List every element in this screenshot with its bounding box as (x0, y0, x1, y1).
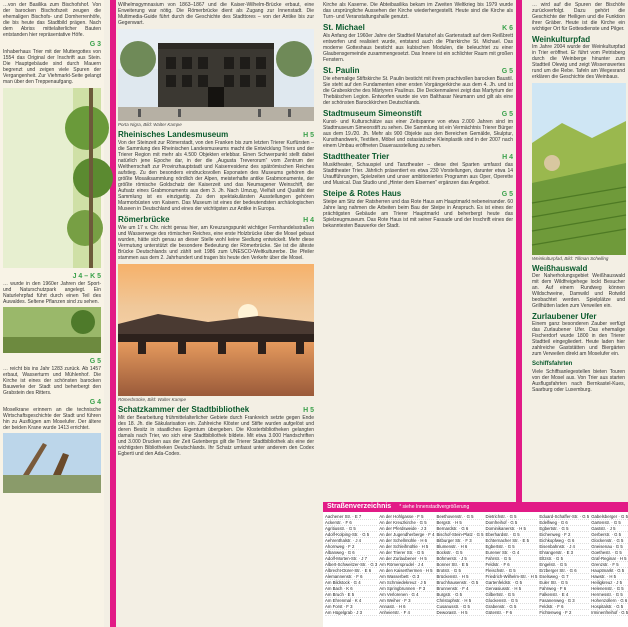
grid-ref: G 4 (89, 399, 101, 406)
street-entry: Gaststr. · J 5 (591, 526, 628, 532)
section-header (323, 152, 513, 162)
street-entry: Glockenstr. · G 5 (591, 538, 628, 544)
col0-text-j4k5: … wurde in den 1960er Jahren der Sport- und Naturschutzpark angelegt. Ein Naturlehrpfad führt durch einen Teil des Auwaldes. Seltene Pflanzen sind zu sehen. (3, 281, 101, 305)
street-entry: An der Jugendherberge · F 4 (379, 532, 435, 537)
street-columns (323, 512, 628, 616)
col2-top-text: Kirche als Kaserne. Die Abteibasilika bekam im Zweiten Weltkrieg bis 1979 wurde das ursprüngliche Aussehen der Kirche wiederhergestellt. Heute sind die Kirche als Turn- und Veranstaltungshalle genutzt. (323, 2, 513, 20)
grid-ref: H 4 (303, 217, 314, 224)
street-entry: Eichenweg · F 2 (539, 532, 589, 538)
street-entry: Gilbertstr. · G 5 (486, 592, 538, 598)
street-entry: Engelstr. · G 5 (539, 562, 589, 568)
street-entry: Grenzstr. · F 5 (591, 562, 628, 568)
section-title: Zurlaubener Ufer (532, 312, 597, 321)
section-header (532, 360, 625, 369)
street-entry: Am Weiher · F 3 (379, 598, 434, 604)
street-entry: Am Hügelgrab · J 3 (325, 610, 377, 616)
street-entry: An den Kaiserthermen · H 5 (379, 568, 433, 573)
street-entry: Falkenstr. · E 4 (539, 592, 589, 598)
street-entry: Adolf-Morten-Str. · J 7 (325, 556, 377, 562)
street-entry: Am Bruch · E 5 (325, 592, 377, 598)
street-entry: Fahrweg · F 6 (539, 586, 589, 592)
street-entry: Bischof-Stein-Platz · G 5 (436, 532, 484, 537)
street-entry: Albert-Schweitzer-Str. · G 3 (325, 562, 378, 567)
street-entry: Bockstr. · G 5 (436, 550, 483, 556)
grid-ref: G 5 (501, 111, 513, 118)
street-entry: Am Schmiedekreuz · J 5 (379, 580, 434, 586)
section-title: Rheinisches Landesmuseum (118, 130, 229, 139)
street-entry: Fleischstr. · G 5 (486, 568, 538, 574)
street-entry: An der Schellmühle · H 6 (379, 538, 434, 544)
street-entry: Feldstr. · F 6 (486, 562, 538, 568)
street-entry: Böhmerstr. · J 5 (436, 556, 483, 562)
street-entry: Dietrichstr. · G 5 (486, 514, 538, 520)
park-photo (3, 307, 101, 353)
section-text: Kunst- und Kulturschätze aus einer Zeitspanne von etwa 2.000 Jahren sind im Stadtmuseum Simeonstift zu sehen. Die Sammlung ist ein Vermächtnis Trierer Bürger aus dem 19./20. Jh. Mehr als 900 Objekte aus den Bereichen Gemälde, Skulptur, Kunsthandwerk, Textilien, Möbel und ostasiatische Kleinplastik sind in der 2007 nach einem Umbau eröffneten Dauerausstellung zu sehen. (323, 119, 513, 149)
grid-ref: G 3 (89, 41, 101, 48)
street-entry: Echternacher Str. · E 5 (486, 538, 538, 544)
grid-ref: H 5 (303, 132, 314, 139)
street-entry: Domfreihof · G 5 (486, 520, 538, 526)
street-entry: Eltzstr. · G 5 (539, 556, 589, 562)
section-title: Weißhauswald (532, 264, 588, 273)
street-entry: Gerberstr. · G 5 (591, 532, 628, 538)
grid-ref: K 6 (502, 25, 513, 32)
street-entry: Heiligkreuz · J 5 (591, 580, 628, 586)
page-accent-bar-left (110, 0, 116, 627)
street-entry: An der Zurlaubener · H 5 (379, 556, 434, 562)
street-entry: Goethestr. · G 5 (591, 550, 628, 556)
street-entry: Gartenstr. · G 5 (591, 520, 628, 526)
street-entry: Cusanusstr. · G 5 (436, 604, 483, 610)
street-entry: Ahornweg · F 2 (325, 544, 377, 550)
section-title: Stadtmuseum Simeonstift (323, 109, 422, 118)
street-entry: Glockenstr. · G 5 (486, 598, 538, 604)
street-index-title: Straßenverzeichnis (327, 503, 392, 510)
street-entry: Beethovenstr. · G 5 (436, 514, 483, 520)
street-entry: Brunnenstr. · F 4 (436, 586, 483, 592)
street-entry: Eichkopfweg · G 6 (539, 538, 589, 544)
street-index (323, 502, 628, 627)
street-entry: Grabenstr. · G 5 (486, 604, 538, 610)
crane-photo (3, 433, 101, 493)
street-entry: Am Bach · K 6 (325, 586, 377, 592)
street-entry: Helenenstr. · G 5 (591, 586, 628, 592)
grid-ref: G 5 (501, 68, 513, 75)
street-entry: Aachener Str. · E 7 (325, 514, 377, 520)
street-entry: Fichtenweg · F 2 (539, 610, 589, 616)
street-entry: Irminenfreihof · G 5 (591, 610, 628, 615)
section-header (323, 66, 513, 76)
street-entry: Blumenstr. · H 6 (436, 544, 483, 550)
street-entry: Bruchhausenstr. · G 5 (436, 580, 483, 586)
street-entry: Gartenfeldstr. · G 5 (486, 580, 538, 586)
street-entry: Burgstr. · G 5 (436, 592, 483, 598)
grid-ref: G 5 (89, 358, 101, 365)
street-entry: Egbertstr. · G 5 (539, 526, 589, 532)
street-entry: Annastr. · H 6 (379, 604, 434, 610)
street-entry: Fahrstr. · G 5 (486, 556, 538, 562)
street-index-header (323, 502, 628, 512)
street-entry: Anheierstr. · F 4 (379, 610, 434, 616)
section-text: Im Jahre 2004 wurde der Weinkulturpfad in Trier eröffnet. Er führt vom Petrisberg durch die Weinberge hinunter zum Stadtteil Olewig und zeigt Wissenswertes rund um die Rebe. Tafeln am Wegesrand erklären die Geschichte des Weinbaus. (532, 44, 625, 80)
col3-top-text: … wird auf die Spuren der Bischöfe zurückverfolgt. Dazu gehört die Geschichte der Heiligen und die Funktion ihrer Gräber. Heute ist die Kirche ein wichtiger Ort für Gottesdienste und Pilger. (532, 2, 625, 32)
section-header (323, 109, 513, 119)
street-column (486, 514, 538, 616)
section-text: Einem ganz besonderen Zauber verfügt das Zurlaubener Ufer. Das ehemalige Fischerdorf wurde 1800 in den Trierer Stadtteil eingegliedert. Heute laden hier zahlreiche Gaststätten und Biergärten zum Verweilen direkt am Moselufer ein. (532, 321, 625, 357)
street-entry: Am Springbrunnen · F 3 (379, 586, 434, 592)
section-text: Steipe am Sitz der Ratsherren und das Rote Haus am Hauptmarkt nebeneinander. 60 Jahre lang nahmen die Arbeiten beim Bau der Steipe in Anspruch. Es ist eines der prächtigsten Gebäude am Trierer Hauptmarkt und beherbergt heute das Spielzeugmuseum. Das Rote Haus ist mit seiner Fassade und der Inschrift eines der bekanntesten Bauwerke der Stadt. (323, 199, 513, 229)
grid-ref: G 5 (501, 191, 513, 198)
street-entry: Brotstr. · G 5 (436, 568, 483, 574)
section-title: Steipe & Rotes Haus (323, 189, 402, 198)
street-entry: An der Trierer Str. · G 5 (379, 550, 434, 556)
section-header (118, 130, 314, 140)
section-header (118, 215, 314, 225)
street-entry: Adolf-Kolping-Str. · G 5 (325, 532, 377, 538)
street-entry: Euler Str. · G 5 (539, 580, 589, 586)
section-title: Römerbrücke (118, 215, 170, 224)
section-title: Schatzkammer der Stadtbibliothek (118, 405, 250, 414)
col3-photo-caption: Weinkulturpfad, Bild: Tillman Schelling (532, 256, 609, 261)
street-entry: Feldstr. · F 6 (539, 604, 589, 610)
section-header (118, 405, 314, 415)
street-entry: Bonner Str. · E 5 (436, 562, 483, 568)
street-entry: An der Pferdsweide · J 3 (379, 526, 434, 532)
street-entry: Ehrangerstr. · E 3 (539, 550, 589, 556)
section-text: Die ehemalige Stiftskirche St. Paulin besticht mit ihrem prachtvollen barocken Baustil. Sie steht auf den Fundamenten einer ersten Vorgängerkirche aus dem 4. Jh. und ist die Grabeskirche des Märtyrers Paulinus. Die Deckenmalerei zeigt das Martyrium der Thebäischen Legion. Entworfen wurde sie von Balthasar Neumann und gilt als eine der schönsten Barockkirchen Deutschlands. (323, 76, 513, 106)
col1-top-text: Wilhelmsgymnasium von 1863–1867 und die Kaiser-Wilhelm-Brücke erbaut, eine Erweiterung war nötig. Die Römerbrücke dient als Zugang zur Innenstadt. Die Multimedia-Guide führt durch die Geschichte des Stadttores – von der Antike bis zur Gegenwart. (118, 2, 314, 26)
section-text: Musiktheater, Schauspiel und Tanztheater – diese drei Sparten umfasst das Stadttheater Trier. Jährlich präsentiert es etwa 230 Vorstellungen, darunter etwa 14 Uraufführungen, Spielzeiten und unser ambitioniertes Programm aus Oper, Operette und Musical. Das Studio und „Hinter dem Eisernen“ ergänzen das Angebot. (323, 162, 513, 186)
street-entry: Güterstr. · F 6 (486, 610, 538, 616)
street-entry: Erzberger Str. · G 6 (539, 568, 589, 574)
roemerbruecke-photo (118, 264, 314, 396)
section-text: Wie um 17 v. Chr. nicht genau hier, am Kreuzungspunkt wichtiger Fernhandelsstraßen und Wasserwege des römischen Reiches, eine erste Holzbrücke über die Mosel gebaut wurden, hätte sich genau an dieser Stelle wohl keine Siedlung entwickelt. Mehr diese Vermutung unterstützt die besondere Bedeutung der Römerbrücke. Sie ist die älteste Brücke Deutschlands und zählt seit 1986 zum UNESCO-Weltkulturerbe. Die Pfeiler stammen aus dem 2. Jahrhundert und tragen bis heute den Verkehr über die Mosel. (118, 225, 314, 261)
street-column (325, 514, 377, 616)
photo2-caption: Römerbrücke, Bild: Walter Kampe (118, 397, 186, 402)
section-header (532, 264, 625, 273)
street-entry: Eberhardstr. · G 5 (486, 532, 538, 538)
street-entry: Hermesstr. · G 5 (591, 592, 628, 598)
street-entry: Hawstr. · H 5 (591, 574, 628, 580)
section-title: Weinkulturpfad (532, 35, 591, 44)
section-title: St. Michael (323, 23, 365, 32)
street-entry: Christophstr. · H 5 (436, 598, 483, 604)
street-entry: Dominikanerstr. · H 5 (486, 526, 538, 532)
column-main-left (118, 0, 314, 627)
street-entry: Brückenstr. · H 5 (436, 574, 483, 580)
section-title: Schiffsfahrten (532, 361, 573, 367)
street-entry: An der Kreuzkirche · G 5 (379, 520, 434, 526)
column-main-center (323, 0, 513, 500)
street-entry: Hauptmarkt · G 5 (591, 568, 628, 574)
street-column (591, 514, 628, 616)
section-header (532, 35, 625, 44)
street-entry: Eselsweg · G 7 (539, 574, 589, 580)
street-index-subtitle: * siehe Innenstadtvergrößerung (399, 504, 470, 510)
street-entry: Bitburger Str. · F 3 (436, 538, 483, 544)
section-header (323, 23, 513, 33)
street-entry: Eurener Str. · G 4 (486, 550, 538, 556)
street-entry: Fasanenweg · G 3 (539, 598, 589, 604)
street-entry: An der Schleifmühle · H 5 (379, 544, 434, 550)
street-entry: Alemannenstr. · F 6 (325, 574, 377, 580)
weinkulturpfad-photo (532, 83, 626, 255)
column-left (0, 0, 104, 627)
grid-ref: H 5 (303, 407, 314, 414)
street-entry: Gervasiusstr. · H 5 (486, 586, 538, 592)
street-entry: Eduard-Schaffer-Str. · G 5 (539, 514, 590, 519)
street-entry: Bergstr. · H 5 (436, 520, 483, 526)
street-entry: An der Hohlgasse · F 5 (379, 514, 434, 520)
street-entry: Agritiusstr. · G 5 (325, 526, 377, 532)
section-text: Mit der Bearbeitung frühmittelalterlicher Gebiete durch Frankreich setzte gegen Ende des 18. Jh. die Säkularisation ein. Zahlreiche Klöster und Stifte wurden aufgelöst und deren Besitz in staatliches Eigentum übergeben. Die Klosterbibliotheken gelangten damals nach Trier, wo sich eine Stadtbibliothek bildete. Mit etwa 3.000 Handschriften und 3.000 Drucken aus der Zeit Gutenbergs gilt die Trierer Stadtbibliothek als eine der wichtigsten Bibliotheken Deutschlands. Ihr Schatz umfasst unter anderem den Codex Egberti und den Ada-Codex. (118, 415, 314, 457)
street-entry: Egbertstr. · G 5 (486, 544, 538, 550)
street-entry: Deworastr. · H 5 (436, 610, 483, 616)
street-entry: Am Ehrenmal · K 4 (325, 598, 377, 604)
section-text: Als Anfang der 1960er Jahre der Stadtteil Mariahof als Gartenstadt auf dem Reißbrett entworfen und realisiert wurde, entstand auch die Pfarrkirche St. Michael. Das moderne Gotteshaus besticht aus kubischen Modulen, die beleuchtet zu einer Glaubensgemeinde zusammengesetzt. Das Innere ist ein schlichter Raum mit großen Fenstern. (323, 33, 513, 63)
street-entry: Ackerstr. · F 6 (325, 520, 377, 526)
street-entry: Eisenbahnstr. · J 4 (539, 544, 589, 550)
street-entry: Hospitalstr. · G 5 (591, 604, 628, 610)
street-entry: Bernardstr. · G 6 (436, 526, 483, 532)
street-entry: Am Verlorenen · G 4 (379, 592, 434, 598)
street-entry: Albanweg · G 6 (325, 550, 377, 556)
street-column (436, 514, 483, 616)
street-column (539, 514, 589, 616)
section-title: Stadttheater Trier (323, 152, 390, 161)
street-column (379, 514, 434, 616)
section-text: Viele Schiffsanlegestellen bieten Touren von der Mosel aus. Von Trier aus starten Ausflugsfahrten nach Bernkastel-Kues, Saarburg oder Luxemburg. (532, 369, 625, 393)
street-entry: Hohenzollern · G 6 (591, 598, 628, 603)
street-entry: Edelfweg · G 6 (539, 520, 589, 526)
grid-ref: H 4 (502, 154, 513, 161)
section-text: Von der Steinzeit zur Römerstadt, von den Franken bis zum letzten Trierer Kurfürsten – die Sammlung des Rheinischen Landesmuseums macht die Entwicklung Triers und der Trierer Region mit mehr als 4.500 Objekten erlebbar. Einen Schwerpunkt stellt dabei natürlich jene Epoche dar, in der die „Augusta Treverorum“ vom Zentrum der Weltherrschaft zur Provinzhauptstadt und Kaiserresidenz des spätrömischen Reiches aufstieg. Zu den besonders eindrucksvollen Exponaten des Museums gehören die größte Mosaiksammlung nördlich der Alpen, meisterhafte antike Grabmonumente, der größte römische Goldschatz der Kaiserzeit und das Neumagener Weinschiff, der Aufsatz eines Grabmonuments aus dem 3. Jh. Nach Umzug, Vielfalt und Qualität der Sammlung ist es einzigartig. Zu den spektakulärsten Ausstellungen gehören Marmorbüsten von Kaisern. Das Museum ist eines der bedeutendsten archäologischen Museen in Deutschland und eines der wichtigsten zur Antike in Europa. (118, 140, 314, 212)
col0-intro: …von der Basilika zum Bischofshof. Von der barocken Bischofszeit zeugen die ehemaligen Bischofs- und Domherrenhöfe, die bis heute das Stadtbild prägen. Nach dem Abriss mittelalterlicher Bauten entstanden hier repräsentative Höfe. (3, 2, 101, 38)
col0-text-g4: Moselkrane erinnern an die technische Wirtschaftsgeschichte der Stadt und führen hin zu Ausflügen am Moselufer. Der ältere der beiden Krane wurde 1413 errichtet. (3, 407, 101, 431)
street-entry: Am Bildstock · G 4 (325, 580, 377, 586)
street-entry: Am Forst · F 3 (325, 604, 377, 610)
col0-text-g5: … reicht bis ins Jahr 1283 zurück. Ab 1457 erbaut, Wasserturm und Mühlenhof. Die Kirche ist eines der schönsten barocken Bauwerke der Stadt und beherbergt den Grabstein des Ritters. (3, 366, 101, 396)
street-entry: Gabelsberger · G 5 (591, 514, 628, 519)
column-right (528, 0, 628, 500)
street-entry: Am Wasserbett · G 3 (379, 574, 434, 580)
street-entry: Albrecht-Dürer-Str. · E 6 (325, 568, 377, 574)
section-header (323, 189, 513, 199)
porta-nigra-photo (118, 29, 314, 121)
tree-photo (3, 88, 101, 268)
street-entry: Aehrenthalstr. · J 4 (325, 538, 377, 544)
street-entry: Am Römersprudel · J 4 (379, 562, 434, 568)
col0-text-g3: Inhaberhaus Trier mit der Muttergottes von 1554 das Original der Inschrift aus Stein. Die Hauptgebäude sind durch Mauern begrenzt und zeigen viele Spuren der Vergangenheit. Zur Viehmarkt-Seite gelangt man über den Treppenaufgang. (3, 49, 101, 85)
street-entry: Friedrich-Wilhelm-Str. · H 5 (485, 574, 538, 579)
section-title: St. Paulin (323, 66, 360, 75)
photo1-caption: Porta Nigra, Bild: Walter Kampe (118, 122, 182, 127)
section-header (532, 312, 625, 321)
grid-ref: J 4 – K 5 (72, 273, 101, 280)
street-entry: Graf-Reginar · H 5 (591, 556, 627, 561)
street-entry: Gneisenau · G 5 (591, 544, 628, 550)
section-text: Der Naherholungsgebiet Weißhauswald mit dem Wildfreigehege lockt Besucher an. Auf einem Rundweg können Wildschweine, Damwild und Rotwild beobachtet werden. Spielplätze und Grillhütten laden zum Verweilen ein. (532, 273, 625, 309)
